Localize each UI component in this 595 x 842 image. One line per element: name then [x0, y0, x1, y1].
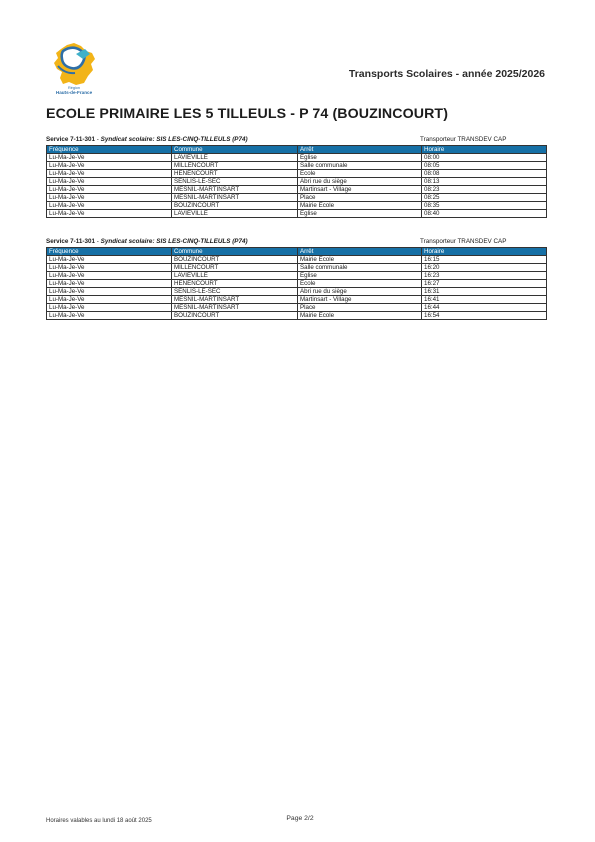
service-separator: -: [95, 238, 101, 245]
cell-arret: Eglise: [298, 210, 422, 218]
table-row: [47, 304, 547, 312]
cell-arret: Mairie Ecole: [298, 256, 422, 264]
cell-frequence: Lu-Ma-Je-Ve: [47, 162, 172, 170]
footer-validity: Horaires valables au lundi 18 août 2025: [46, 818, 152, 824]
table-header-row: [47, 146, 547, 154]
table-row: [47, 154, 547, 162]
cell-frequence: Lu-Ma-Je-Ve: [47, 194, 172, 202]
service-block: [46, 237, 546, 320]
table-row: [47, 256, 547, 264]
cell-commune: LAVIEVILLE: [172, 154, 298, 162]
cell-frequence: Lu-Ma-Je-Ve: [47, 186, 172, 194]
service-transporteur: Transporteur TRANSDEV CAP: [420, 136, 507, 143]
cell-commune: SENLIS-LE-SEC: [172, 288, 298, 296]
cell-arret: Eglise: [298, 272, 422, 280]
column-header-frequence: Fréquence: [47, 146, 172, 154]
cell-arret: Salle communale: [298, 162, 422, 170]
cell-frequence: Lu-Ma-Je-Ve: [47, 178, 172, 186]
cell-frequence: Lu-Ma-Je-Ve: [47, 256, 172, 264]
cell-frequence: Lu-Ma-Je-Ve: [47, 170, 172, 178]
cell-arret: Ecole: [298, 280, 422, 288]
cell-horaire: 16:41: [422, 296, 547, 304]
cell-commune: LAVIEVILLE: [172, 210, 298, 218]
column-header-commune: Commune: [172, 248, 298, 256]
cell-commune: BOUZINCOURT: [172, 256, 298, 264]
table-row: [47, 210, 547, 218]
service-header: [46, 237, 546, 247]
cell-frequence: Lu-Ma-Je-Ve: [47, 210, 172, 218]
service-block: [46, 135, 546, 218]
cell-commune: BOUZINCOURT: [172, 202, 298, 210]
column-header-arret: Arrêt: [298, 248, 422, 256]
table-row: [47, 296, 547, 304]
cell-horaire: 16:20: [422, 264, 547, 272]
cell-commune: BOUZINCOURT: [172, 312, 298, 320]
column-header-frequence: Fréquence: [47, 248, 172, 256]
table-row: [47, 312, 547, 320]
service-syndicat: Syndicat scolaire: SIS LES-CINQ-TILLEULS (P74): [100, 238, 248, 245]
cell-horaire: 16:23: [422, 272, 547, 280]
cell-horaire: 16:44: [422, 304, 547, 312]
cell-frequence: Lu-Ma-Je-Ve: [47, 296, 172, 304]
column-header-commune: Commune: [172, 146, 298, 154]
cell-horaire: 08:13: [422, 178, 547, 186]
cell-frequence: Lu-Ma-Je-Ve: [47, 312, 172, 320]
cell-horaire: 16:31: [422, 288, 547, 296]
cell-commune: SENLIS-LE-SEC: [172, 178, 298, 186]
cell-commune: LAVIEVILLE: [172, 272, 298, 280]
footer-page-number: Page 2/2: [286, 815, 314, 822]
page-title: ECOLE PRIMAIRE LES 5 TILLEULS - P 74 (BOUZINCOURT): [46, 106, 449, 122]
table-row: [47, 186, 547, 194]
cell-commune: MESNIL-MARTINSART: [172, 194, 298, 202]
cell-arret: Martinsart - Village: [298, 296, 422, 304]
hauts-de-france-map-icon: [50, 42, 98, 86]
service-syndicat: Syndicat scolaire: SIS LES-CINQ-TILLEULS (P74): [100, 136, 248, 143]
cell-frequence: Lu-Ma-Je-Ve: [47, 288, 172, 296]
logo-caption: [50, 87, 98, 95]
service-transporteur: Transporteur TRANSDEV CAP: [420, 238, 507, 245]
table-row: [47, 272, 547, 280]
service-header: [46, 135, 546, 145]
cell-arret: Eglise: [298, 154, 422, 162]
cell-frequence: Lu-Ma-Je-Ve: [47, 304, 172, 312]
cell-horaire: 08:40: [422, 210, 547, 218]
service-code: Service 7-11-301: [46, 136, 96, 143]
cell-arret: Martinsart - Village: [298, 186, 422, 194]
table-row: [47, 194, 547, 202]
cell-horaire: 08:05: [422, 162, 547, 170]
cell-commune: HENENCOURT: [172, 170, 298, 178]
logo-caption-line2: Hauts-de-France: [55, 89, 93, 95]
table-row: [47, 264, 547, 272]
cell-arret: Abri rue du siège: [298, 178, 422, 186]
column-header-arret: Arrêt: [298, 146, 422, 154]
cell-frequence: Lu-Ma-Je-Ve: [47, 272, 172, 280]
service-code: Service 7-11-301: [46, 238, 96, 245]
cell-horaire: 16:15: [422, 256, 547, 264]
cell-frequence: Lu-Ma-Je-Ve: [47, 154, 172, 162]
cell-arret: Mairie Ecole: [298, 202, 422, 210]
cell-commune: MESNIL-MARTINSART: [172, 304, 298, 312]
table-row: [47, 178, 547, 186]
cell-arret: Mairie Ecole: [298, 312, 422, 320]
cell-horaire: 08:35: [422, 202, 547, 210]
table-row: [47, 202, 547, 210]
cell-commune: MESNIL-MARTINSART: [172, 186, 298, 194]
cell-frequence: Lu-Ma-Je-Ve: [47, 202, 172, 210]
cell-commune: MILLENCOURT: [172, 264, 298, 272]
table-row: [47, 288, 547, 296]
table-row: [47, 162, 547, 170]
cell-horaire: 08:23: [422, 186, 547, 194]
cell-commune: MESNIL-MARTINSART: [172, 296, 298, 304]
cell-commune: MILLENCOURT: [172, 162, 298, 170]
table-row: [47, 170, 547, 178]
cell-arret: Place: [298, 304, 422, 312]
cell-arret: Abri rue du siège: [298, 288, 422, 296]
table-row: [47, 280, 547, 288]
cell-frequence: Lu-Ma-Je-Ve: [47, 280, 172, 288]
region-logo: [50, 42, 98, 100]
column-header-horaire: Horaire: [422, 146, 547, 154]
cell-horaire: 08:25: [422, 194, 547, 202]
column-header-horaire: Horaire: [422, 248, 547, 256]
table-header-row: [47, 248, 547, 256]
cell-arret: Ecole: [298, 170, 422, 178]
cell-frequence: Lu-Ma-Je-Ve: [47, 264, 172, 272]
cell-horaire: 16:27: [422, 280, 547, 288]
document-header-title: Transports Scolaires - année 2025/2026: [348, 68, 545, 80]
cell-horaire: 08:00: [422, 154, 547, 162]
cell-arret: Place: [298, 194, 422, 202]
logo-caption-line1: Région: [67, 86, 81, 90]
schedule-table: [46, 145, 547, 218]
cell-commune: HENENCOURT: [172, 280, 298, 288]
service-separator: -: [95, 136, 101, 143]
cell-horaire: 08:08: [422, 170, 547, 178]
schedule-table: [46, 247, 547, 320]
cell-arret: Salle communale: [298, 264, 422, 272]
cell-horaire: 16:54: [422, 312, 547, 320]
